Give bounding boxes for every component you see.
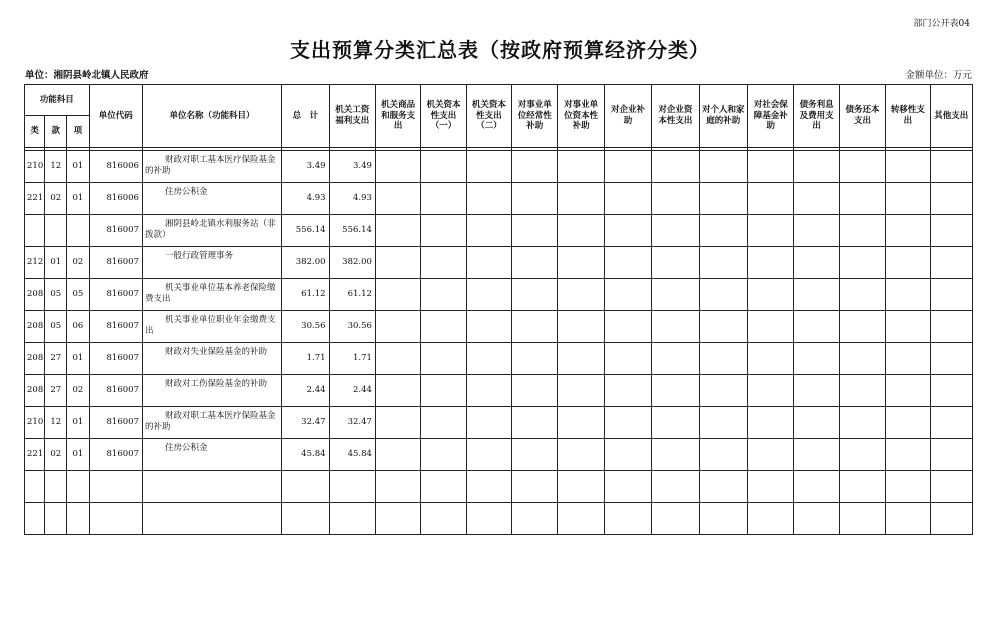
cell-c2: [375, 439, 420, 471]
cell-kuan: [45, 215, 67, 247]
cell-kuan: 27: [45, 343, 67, 375]
xiang-header: 项: [67, 116, 89, 148]
cell-c11: [794, 279, 839, 311]
cell-c13: [886, 183, 930, 215]
cell-c6: [558, 471, 604, 503]
cell-total: 3.49: [282, 151, 329, 183]
col-header-1: 机关工资福利支出: [329, 85, 375, 148]
cell-c2: [375, 215, 420, 247]
cell-kuan: 05: [45, 279, 67, 311]
table-row: [25, 407, 973, 439]
cell-c13: [886, 215, 930, 247]
cell-unit-code: [89, 503, 142, 535]
cell-c5: [512, 407, 558, 439]
unit-label: 单位：湘阴县岭北镇人民政府: [25, 70, 149, 81]
cell-unit-code: 816007: [89, 343, 142, 375]
cell-c8: [652, 375, 699, 407]
cell-unit-name: [142, 439, 281, 471]
cell-c12: [839, 247, 885, 279]
cell-c2: [375, 247, 420, 279]
unit-name-text: 一般行政管理事务: [164, 251, 233, 261]
cell-kuan: 27: [45, 375, 67, 407]
cell-c3: [421, 375, 466, 407]
cell-total: [282, 503, 329, 535]
cell-c4: [466, 151, 511, 183]
cell-c14: [930, 503, 972, 535]
cell-c9: [699, 439, 747, 471]
cell-kuan: [45, 471, 67, 503]
cell-c12: [839, 151, 885, 183]
amount-unit-label: 金额单位：万元: [905, 70, 972, 81]
cell-c6: [558, 343, 604, 375]
cell-c9: [699, 215, 747, 247]
cell-total: 1.71: [282, 343, 329, 375]
cell-c3: [421, 183, 466, 215]
cell-c13: [886, 343, 930, 375]
cell-c10: [748, 343, 794, 375]
cell-unit-name: [142, 215, 281, 247]
unit-code-header: 单位代码: [89, 85, 142, 148]
cell-c10: [748, 279, 794, 311]
cell-c8: [652, 279, 699, 311]
kuan-header: 款: [45, 116, 67, 148]
cell-c11: [794, 503, 839, 535]
cell-c9: [699, 247, 747, 279]
cell-c11: [794, 151, 839, 183]
table-row: [25, 503, 973, 535]
cell-c6: [558, 503, 604, 535]
cell-c10: [748, 311, 794, 343]
cell-c4: [466, 407, 511, 439]
cell-c1: 61.12: [329, 279, 375, 311]
cell-c11: [794, 247, 839, 279]
cell-lei: 210: [25, 407, 45, 439]
cell-c3: [421, 439, 466, 471]
cell-c13: [886, 151, 930, 183]
cell-unit-name: [142, 407, 281, 439]
cell-c11: [794, 471, 839, 503]
unit-name-text: 湘阴县岭北镇水利服务站（非拨款）: [144, 219, 276, 240]
cell-c14: [930, 279, 972, 311]
cell-total: [282, 471, 329, 503]
col-header-11: 债务利息及费用支出: [794, 85, 839, 148]
cell-lei: 210: [25, 151, 45, 183]
cell-c9: [699, 311, 747, 343]
cell-lei: 208: [25, 375, 45, 407]
cell-c1: [329, 503, 375, 535]
cell-xiang: 01: [67, 183, 89, 215]
cell-c14: [930, 151, 972, 183]
cell-c4: [466, 247, 511, 279]
cell-c14: [930, 471, 972, 503]
cell-unit-name: [142, 311, 281, 343]
cell-total: 61.12: [282, 279, 329, 311]
col-header-10: 对社会保障基金补助: [748, 85, 794, 148]
cell-c11: [794, 183, 839, 215]
cell-c8: [652, 183, 699, 215]
cell-c4: [466, 183, 511, 215]
cell-c12: [839, 503, 885, 535]
cell-c6: [558, 375, 604, 407]
cell-kuan: 12: [45, 151, 67, 183]
cell-c4: [466, 343, 511, 375]
cell-c2: [375, 375, 420, 407]
cell-c7: [604, 183, 651, 215]
cell-c10: [748, 151, 794, 183]
cell-kuan: 05: [45, 311, 67, 343]
cell-total: 30.56: [282, 311, 329, 343]
cell-unit-name: [142, 247, 281, 279]
cell-c6: [558, 439, 604, 471]
cell-c14: [930, 183, 972, 215]
cell-total: 45.84: [282, 439, 329, 471]
cell-kuan: 02: [45, 439, 67, 471]
cell-c14: [930, 439, 972, 471]
cell-c1: [329, 471, 375, 503]
cell-c5: [512, 471, 558, 503]
col-header-12: 债务还本支出: [839, 85, 885, 148]
cell-c13: [886, 503, 930, 535]
cell-lei: 221: [25, 183, 45, 215]
unit-name-text: 财政对职工基本医疗保险基金的补助: [144, 155, 276, 176]
cell-c5: [512, 215, 558, 247]
cell-unit-name: [142, 375, 281, 407]
cell-c8: [652, 343, 699, 375]
col-header-4: 机关资本性支出（二）: [466, 85, 511, 148]
cell-unit-code: 816007: [89, 375, 142, 407]
cell-c6: [558, 247, 604, 279]
col-header-7: 对企业补助: [604, 85, 651, 148]
unit-name-text: 机关事业单位职业年金缴费支出: [144, 315, 276, 336]
cell-unit-code: 816007: [89, 247, 142, 279]
cell-c14: [930, 375, 972, 407]
cell-c7: [604, 407, 651, 439]
cell-c3: [421, 151, 466, 183]
cell-c7: [604, 151, 651, 183]
cell-c6: [558, 407, 604, 439]
cell-c13: [886, 439, 930, 471]
cell-c12: [839, 183, 885, 215]
cell-c7: [604, 215, 651, 247]
col-header-2: 机关商品和服务支出: [375, 85, 420, 148]
table-row: [25, 343, 973, 375]
cell-c4: [466, 471, 511, 503]
cell-unit-name: [142, 279, 281, 311]
cell-c1: 1.71: [329, 343, 375, 375]
cell-total: 382.00: [282, 247, 329, 279]
cell-c13: [886, 471, 930, 503]
cell-c3: [421, 247, 466, 279]
table-row: [25, 279, 973, 311]
cell-unit-code: 816006: [89, 151, 142, 183]
cell-c7: [604, 375, 651, 407]
cell-c4: [466, 439, 511, 471]
cell-lei: 208: [25, 343, 45, 375]
cell-c6: [558, 215, 604, 247]
cell-c4: [466, 279, 511, 311]
cell-c2: [375, 343, 420, 375]
cell-c10: [748, 503, 794, 535]
cell-c11: [794, 343, 839, 375]
cell-c6: [558, 311, 604, 343]
cell-c12: [839, 311, 885, 343]
cell-c8: [652, 215, 699, 247]
cell-lei: 212: [25, 247, 45, 279]
unit-name-text: 财政对失业保险基金的补助: [164, 347, 267, 357]
cell-c13: [886, 375, 930, 407]
cell-c1: 3.49: [329, 151, 375, 183]
cell-c3: [421, 311, 466, 343]
cell-c10: [748, 215, 794, 247]
cell-c12: [839, 407, 885, 439]
cell-unit-code: 816007: [89, 407, 142, 439]
cell-c11: [794, 215, 839, 247]
cell-c9: [699, 183, 747, 215]
cell-xiang: 02: [67, 247, 89, 279]
cell-c1: 30.56: [329, 311, 375, 343]
cell-c5: [512, 151, 558, 183]
unit-name-header: 单位名称（功能科目）: [142, 85, 281, 148]
cell-c8: [652, 247, 699, 279]
cell-c9: [699, 343, 747, 375]
cell-c8: [652, 311, 699, 343]
cell-c12: [839, 439, 885, 471]
cell-c10: [748, 471, 794, 503]
cell-c5: [512, 311, 558, 343]
cell-c8: [652, 439, 699, 471]
func-subject-header: 功能科目: [25, 85, 90, 116]
cell-c10: [748, 375, 794, 407]
col-header-14: 其他支出: [930, 85, 972, 148]
cell-c5: [512, 375, 558, 407]
cell-unit-name: [142, 151, 281, 183]
cell-c2: [375, 279, 420, 311]
cell-c14: [930, 407, 972, 439]
cell-c9: [699, 151, 747, 183]
cell-unit-name: [142, 503, 281, 535]
table-row: [25, 247, 973, 279]
cell-xiang: [67, 215, 89, 247]
table-row: [25, 183, 973, 215]
cell-c2: [375, 503, 420, 535]
cell-unit-code: [89, 471, 142, 503]
cell-c8: [652, 471, 699, 503]
cell-unit-name: [142, 471, 281, 503]
cell-c9: [699, 279, 747, 311]
cell-unit-name: [142, 183, 281, 215]
col-header-9: 对个人和家庭的补助: [699, 85, 747, 148]
cell-xiang: 02: [67, 375, 89, 407]
cell-c3: [421, 503, 466, 535]
cell-unit-code: 816007: [89, 215, 142, 247]
cell-c12: [839, 343, 885, 375]
page-title: 支出预算分类汇总表（按政府预算经济分类）: [290, 38, 710, 62]
lei-header: 类: [25, 116, 45, 148]
cell-unit-code: 816007: [89, 279, 142, 311]
cell-c4: [466, 311, 511, 343]
cell-lei: 208: [25, 311, 45, 343]
table-row: [25, 151, 973, 183]
unit-name-text: 财政对工伤保险基金的补助: [164, 379, 267, 389]
cell-xiang: 06: [67, 311, 89, 343]
cell-total: 2.44: [282, 375, 329, 407]
cell-unit-code: 816006: [89, 183, 142, 215]
cell-c7: [604, 439, 651, 471]
cell-c13: [886, 407, 930, 439]
col-header-3: 机关资本性支出（一）: [421, 85, 466, 148]
cell-xiang: 01: [67, 151, 89, 183]
cell-c9: [699, 503, 747, 535]
cell-c10: [748, 247, 794, 279]
cell-c13: [886, 279, 930, 311]
expenditure-table: [24, 84, 973, 535]
cell-lei: [25, 503, 45, 535]
cell-c7: [604, 343, 651, 375]
cell-c6: [558, 151, 604, 183]
cell-c4: [466, 503, 511, 535]
form-number: 部门公开表04: [913, 19, 970, 29]
cell-c9: [699, 471, 747, 503]
total-header: 总 计: [282, 85, 329, 148]
cell-xiang: 01: [67, 439, 89, 471]
cell-c3: [421, 343, 466, 375]
cell-c7: [604, 503, 651, 535]
cell-unit-code: 816007: [89, 311, 142, 343]
cell-c10: [748, 183, 794, 215]
cell-total: 4.93: [282, 183, 329, 215]
cell-c7: [604, 311, 651, 343]
cell-c8: [652, 407, 699, 439]
cell-lei: 208: [25, 279, 45, 311]
cell-kuan: 01: [45, 247, 67, 279]
cell-c2: [375, 151, 420, 183]
cell-unit-name: [142, 343, 281, 375]
cell-c1: 382.00: [329, 247, 375, 279]
cell-c5: [512, 183, 558, 215]
cell-lei: [25, 471, 45, 503]
cell-c8: [652, 151, 699, 183]
cell-kuan: 02: [45, 183, 67, 215]
cell-kuan: [45, 503, 67, 535]
cell-c5: [512, 247, 558, 279]
cell-c13: [886, 311, 930, 343]
cell-c12: [839, 375, 885, 407]
cell-c14: [930, 247, 972, 279]
table-row: [25, 215, 973, 247]
cell-c9: [699, 407, 747, 439]
cell-lei: [25, 215, 45, 247]
table-row: [25, 471, 973, 503]
cell-c11: [794, 311, 839, 343]
unit-name-text: 财政对职工基本医疗保险基金的补助: [144, 411, 276, 432]
cell-xiang: 01: [67, 343, 89, 375]
cell-c13: [886, 247, 930, 279]
cell-c1: 45.84: [329, 439, 375, 471]
cell-c3: [421, 407, 466, 439]
cell-c2: [375, 311, 420, 343]
cell-c1: 32.47: [329, 407, 375, 439]
cell-c1: 4.93: [329, 183, 375, 215]
cell-c6: [558, 279, 604, 311]
cell-c2: [375, 407, 420, 439]
cell-c7: [604, 279, 651, 311]
cell-c7: [604, 247, 651, 279]
cell-c12: [839, 215, 885, 247]
cell-c10: [748, 407, 794, 439]
cell-xiang: [67, 503, 89, 535]
cell-c4: [466, 375, 511, 407]
cell-unit-code: 816007: [89, 439, 142, 471]
cell-c8: [652, 503, 699, 535]
cell-c14: [930, 215, 972, 247]
cell-c12: [839, 279, 885, 311]
cell-c11: [794, 407, 839, 439]
unit-name-text: 住房公积金: [164, 443, 208, 453]
cell-xiang: [67, 471, 89, 503]
cell-c11: [794, 375, 839, 407]
cell-c2: [375, 183, 420, 215]
col-header-8: 对企业资本性支出: [652, 85, 699, 148]
cell-c14: [930, 311, 972, 343]
unit-name-text: 住房公积金: [164, 187, 208, 197]
table-row: [25, 311, 973, 343]
table-row: [25, 375, 973, 407]
cell-c4: [466, 215, 511, 247]
cell-c2: [375, 471, 420, 503]
cell-c9: [699, 375, 747, 407]
col-header-6: 对事业单位资本性补助: [558, 85, 604, 148]
cell-c14: [930, 343, 972, 375]
cell-total: 556.14: [282, 215, 329, 247]
cell-c7: [604, 471, 651, 503]
cell-c1: 2.44: [329, 375, 375, 407]
cell-c3: [421, 215, 466, 247]
cell-lei: 221: [25, 439, 45, 471]
table-row: [25, 439, 973, 471]
header-row-1: [25, 85, 973, 116]
cell-c5: [512, 343, 558, 375]
cell-c3: [421, 279, 466, 311]
cell-c6: [558, 183, 604, 215]
cell-c12: [839, 471, 885, 503]
cell-c11: [794, 439, 839, 471]
cell-xiang: 05: [67, 279, 89, 311]
cell-c5: [512, 439, 558, 471]
col-header-13: 转移性支出: [886, 85, 930, 148]
cell-c5: [512, 503, 558, 535]
cell-total: 32.47: [282, 407, 329, 439]
cell-c10: [748, 439, 794, 471]
cell-c1: 556.14: [329, 215, 375, 247]
unit-name-text: 机关事业单位基本养老保险缴费支出: [144, 283, 276, 304]
col-header-5: 对事业单位经常性补助: [512, 85, 558, 148]
cell-c5: [512, 279, 558, 311]
cell-xiang: 01: [67, 407, 89, 439]
cell-kuan: 12: [45, 407, 67, 439]
cell-c3: [421, 471, 466, 503]
